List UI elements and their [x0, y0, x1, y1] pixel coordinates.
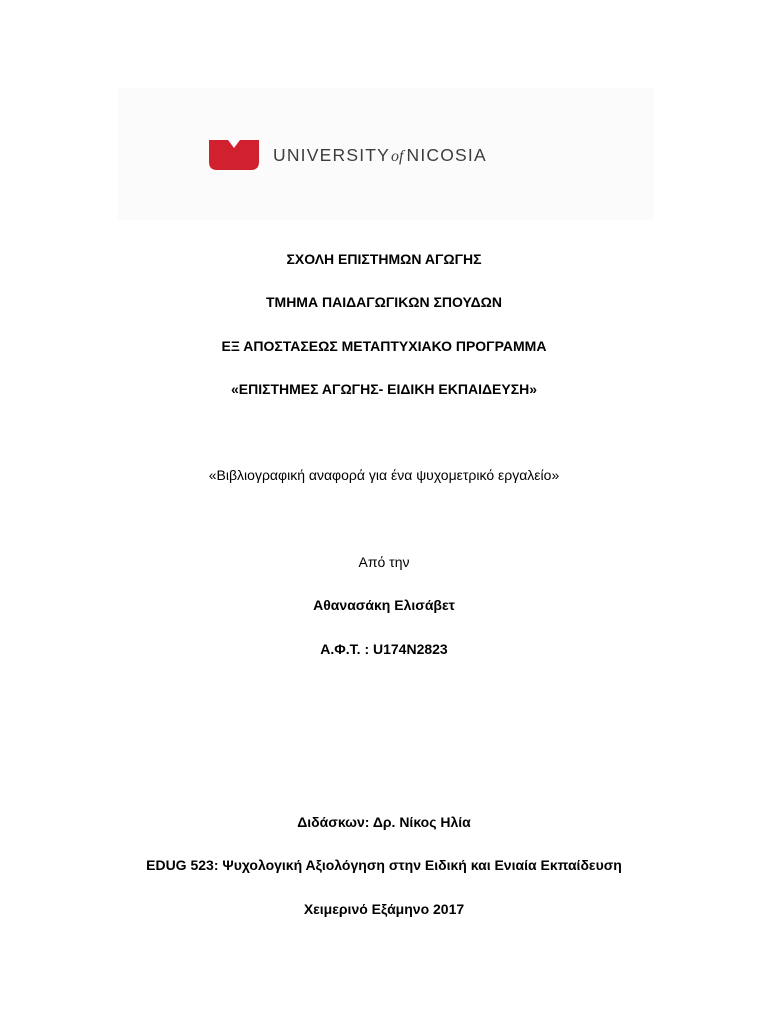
student-id: Α.Φ.Τ. : U174N2823: [320, 641, 448, 657]
school-name: ΣΧΟΛΗ ΕΠΙΣΤΗΜΩΝ ΑΓΩΓΗΣ: [286, 251, 482, 267]
university-logo: [209, 140, 487, 170]
logo-of-text: of: [391, 147, 404, 165]
program-name: «ΕΠΙΣΤΗΜΕΣ ΑΓΩΓΗΣ- ΕΙΔΙΚΗ ΕΚΠΑΙΔΕΥΣΗ»: [230, 381, 538, 397]
assignment-title: «Βιβλιογραφική αναφορά για ένα ψυχομετρικό εργαλείο»: [208, 467, 560, 483]
semester: Χειμερινό Εξάμηνο 2017: [303, 901, 465, 917]
department-name: ΤΜΗΜΑ ΠΑΙΔΑΓΩΓΙΚΩΝ ΣΠΟΥΔΩΝ: [265, 294, 503, 310]
author-name: Αθανασάκη Ελισάβετ: [313, 597, 455, 613]
logo-city-text: NICOSIA: [406, 144, 487, 165]
logo-university-text: UNIVERSITY: [273, 144, 391, 165]
instructor: Διδάσκων: Δρ. Νίκος Ηλία: [297, 814, 471, 830]
course-title: EDUG 523: Ψυχολογική Αξιολόγηση στην Ειδική και Ενιαία Εκπαίδευση: [146, 857, 622, 873]
program-type: ΕΞ ΑΠΟΣΤΑΣΕΩΣ ΜΕΤΑΠΤΥΧΙΑΚΟ ΠΡΟΓΡΑΜΜΑ: [221, 338, 547, 354]
by-label: Από την: [358, 554, 410, 570]
logo-wordmark: [273, 145, 487, 166]
university-shield-icon: [209, 140, 259, 170]
